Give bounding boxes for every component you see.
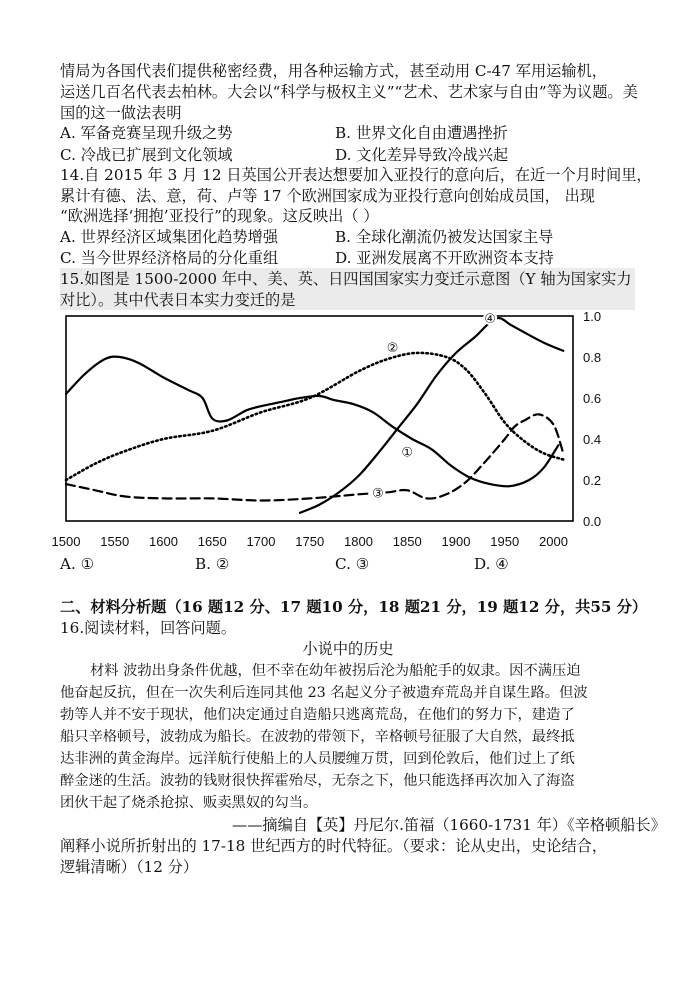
q16-question-line2: 逻辑清晰）（12 分） xyxy=(60,858,199,876)
x-tick-label: 2000 xyxy=(539,534,568,549)
q16-question-line1: 阐释小说所折射出的 17-18 世纪西方的时代特征。（要求：论从史出，史论结合， xyxy=(60,837,608,855)
x-tick-label: 1850 xyxy=(392,534,422,549)
material-line: 团伙干起了烧杀抢掠、贩卖黑奴的勾当。 xyxy=(60,795,318,811)
section2-heading: 二、材料分析题（16 题12 分、17 题10 分，18 题21 分，19 题12 分，共55 分） xyxy=(60,598,648,616)
material-title: 小说中的历史 xyxy=(302,640,394,658)
series-label: ② xyxy=(386,339,399,355)
y-tick-label: 0.0 xyxy=(583,514,602,529)
q15-option-c: C. ③ xyxy=(335,555,370,573)
q15-option-d: D. ④ xyxy=(474,555,509,573)
q14-stem-line3: “欧洲选择‘拥抱’亚投行”的现象。这反映出（ ） xyxy=(60,207,379,225)
chart-svg xyxy=(51,308,608,558)
q13-option-b: B. 世界文化自由遭遇挫折 xyxy=(335,124,508,142)
series-line-2 xyxy=(66,353,563,480)
x-tick-label: 1750 xyxy=(295,534,325,549)
x-tick-label: 1650 xyxy=(197,534,227,549)
q13-option-c: C. 冷战已扩展到文化领域 xyxy=(60,146,233,164)
q13-stem-line3: 国的这一做法表明 xyxy=(60,104,182,122)
series-label: ④ xyxy=(484,311,496,327)
series-label: ① xyxy=(401,444,414,460)
material-line: 醉金迷的生活。波勃的钱财很快挥霍殆尽，无奈之下，他只能选择再次加入了海盗 xyxy=(60,773,575,789)
x-tick-label: 1800 xyxy=(344,534,373,549)
power-change-chart xyxy=(51,308,608,558)
x-tick-label: 1700 xyxy=(246,534,276,549)
material-line: 达非洲的黄金海岸。远洋航行使船上的人员腰缠万贯，回到伦敦后，他们过上了纸 xyxy=(60,751,575,767)
material-line: 材料 波勃出身条件优越，但不幸在幼年被拐后沦为船舵手的奴隶。因不满压迫 xyxy=(90,663,581,679)
y-tick-label: 0.2 xyxy=(583,473,602,488)
q13-stem-line2: 运送几百名代表去柏林。大会以“科学与极权主义”“艺术、艺术家与自由”等为议题。美 xyxy=(60,83,638,101)
series-line-1 xyxy=(66,357,558,487)
q14-stem-line1: 14.自 2015 年 3 月 12 日英国公开表达想要加入亚投行的意向后，在近一个月时间里， xyxy=(60,166,652,184)
q16-intro: 16.阅读材料，回答问题。 xyxy=(60,619,237,637)
y-tick-label: 0.4 xyxy=(583,432,602,447)
q15-option-b: B. ② xyxy=(195,555,230,573)
q14-option-b: B. 全球化潮流仍被发达国家主导 xyxy=(335,228,554,246)
q13-option-d: D. 文化差异导致冷战兴起 xyxy=(335,146,509,164)
q14-option-a: A. 世界经济区域集团化趋势增强 xyxy=(60,228,279,246)
x-tick-label: 1950 xyxy=(490,534,520,549)
series-line-3 xyxy=(66,414,563,500)
x-tick-label: 1900 xyxy=(441,534,471,549)
q15-option-a: A. ① xyxy=(60,555,95,573)
x-tick-label: 1550 xyxy=(100,534,130,549)
series-label: ③ xyxy=(372,485,384,501)
q15-stem-line1: 15.如图是 1500-2000 年中、美、英、日四国国家实力变迁示意图（Y 轴为国家实力 xyxy=(60,270,632,288)
y-tick-label: 0.8 xyxy=(583,350,602,365)
x-tick-label: 1500 xyxy=(51,534,81,549)
y-tick-label: 0.6 xyxy=(583,391,602,406)
q14-stem-line2: 累计有德、法、意，荷、卢等 17 个欧洲国家成为亚投行意向创始成员国， 出现 xyxy=(60,187,595,205)
material-line: 勃等人并不安于现状，他们决定通过自造船只逃离荒岛，在他们的努力下，建造了 xyxy=(60,707,575,723)
q14-option-c: C. 当今世界经济格局的分化重组 xyxy=(60,249,279,267)
x-tick-label: 1600 xyxy=(149,534,178,549)
material-source: ——摘编自【英】丹尼尔.笛福（1660-1731 年）《辛格顿船长》 xyxy=(232,816,666,834)
material-line: 船只辛格顿号，波勃成为船长。在波勃的带领下，辛格顿号征服了大自然，最终抵 xyxy=(60,729,575,745)
chart-frame xyxy=(66,316,573,521)
q13-stem-line1: 情局为各国代表们提供秘密经费，用各种运输方式，甚至动用 C-47 军用运输机， xyxy=(60,62,607,80)
y-tick-label: 1.0 xyxy=(583,309,602,324)
q13-option-a: A. 军备竞赛呈现升级之势 xyxy=(60,124,233,142)
q14-option-d: D. 亚洲发展离不开欧洲资本支持 xyxy=(335,249,554,267)
material-line: 他奋起反抗，但在一次失利后连同其他 23 名起义分子被遗弃荒岛并自谋生路。但波 xyxy=(60,685,588,701)
q15-stem-line2: 对比）。其中代表日本实力变迁的是 xyxy=(60,291,296,309)
